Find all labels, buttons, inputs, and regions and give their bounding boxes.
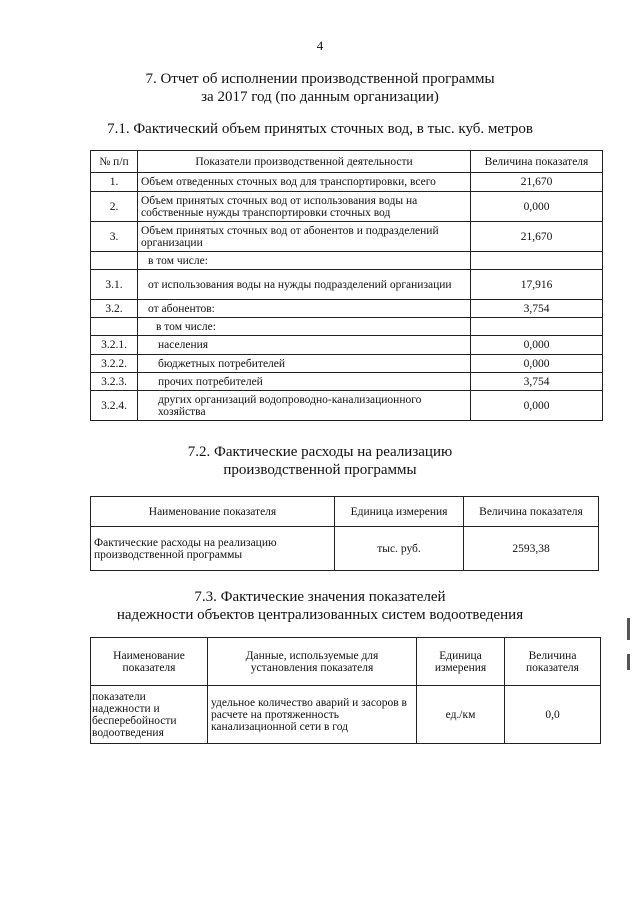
row-num — [91, 318, 138, 336]
section-7-2-title — [0, 443, 640, 479]
table-header-row — [91, 638, 601, 686]
row-num: 2. — [91, 192, 138, 222]
row-num: 3.1. — [91, 270, 138, 300]
row-label: от абонентов: — [138, 300, 471, 318]
row-value — [471, 318, 603, 336]
table-row — [91, 355, 603, 373]
scan-edge-mark — [627, 654, 630, 670]
section-7-title-line2: за 2017 год (по данным организации) — [201, 89, 439, 105]
table-7-1 — [90, 150, 603, 421]
row-num: 3.2.4. — [91, 391, 138, 421]
table-row — [91, 222, 603, 252]
section-7-2-title-line1: 7.2. Фактические расходы на реализацию — [187, 444, 453, 460]
table-row — [91, 173, 603, 192]
row-label: других организаций водопроводно-канализационного хозяйства — [138, 391, 471, 421]
table-row — [91, 373, 603, 391]
row-value: 21,670 — [471, 222, 603, 252]
row-num: 3.2.1. — [91, 336, 138, 355]
row-label: бюджетных потребителей — [138, 355, 471, 373]
header-indicator: Показатели производственной деятельности — [138, 151, 471, 173]
row-value: 0,0 — [505, 686, 601, 744]
section-7-title — [0, 70, 640, 106]
row-value: 21,670 — [471, 173, 603, 192]
header-unit: Единица измерения — [335, 497, 464, 527]
table-7-3 — [90, 637, 601, 744]
section-7-1-title-text: 7.1. Фактический объем принятых сточных вод, в тыс. куб. метров — [107, 121, 533, 137]
table-7-2 — [90, 496, 599, 571]
header-name: Наименование показателя — [91, 497, 335, 527]
row-label: Фактические расходы на реализацию производственной программы — [91, 527, 335, 571]
row-num: 3. — [91, 222, 138, 252]
row-name: показатели надежности и бесперебойности водоотведения — [91, 686, 208, 744]
table-row — [91, 686, 601, 744]
table-header-row — [91, 497, 599, 527]
row-unit: тыс. руб. — [335, 527, 464, 571]
page-number: 4 — [316, 38, 324, 53]
table-row — [91, 336, 603, 355]
section-7-1-title — [0, 120, 640, 138]
row-data: удельное количество аварий и засоров в расчете на протяженность канализационной сети в год — [208, 686, 417, 744]
row-num: 3.2.2. — [91, 355, 138, 373]
header-unit: Единица измерения — [417, 638, 505, 686]
row-value: 2593,38 — [464, 527, 599, 571]
header-name: Наименование показателя — [91, 638, 208, 686]
header-value: Величина показателя — [464, 497, 599, 527]
header-num: № п/п — [91, 151, 138, 173]
row-label: Объем отведенных сточных вод для транспортировки, всего — [138, 173, 471, 192]
header-value: Величина показателя — [471, 151, 603, 173]
row-value: 0,000 — [471, 391, 603, 421]
header-data: Данные, используемые для установления показателя — [208, 638, 417, 686]
row-value: 17,916 — [471, 270, 603, 300]
section-7-2-title-line2: производственной программы — [223, 462, 417, 478]
row-value: 0,000 — [471, 192, 603, 222]
header-value: Величина показателя — [505, 638, 601, 686]
table-row — [91, 391, 603, 421]
row-num: 3.2.3. — [91, 373, 138, 391]
table-header-row — [91, 151, 603, 173]
row-value: 0,000 — [471, 336, 603, 355]
row-num — [91, 252, 138, 270]
row-label: Объем принятых сточных вод от абонентов и подразделений организации — [138, 222, 471, 252]
table-row — [91, 270, 603, 300]
scan-edge-mark — [627, 618, 630, 640]
row-label: в том числе: — [138, 318, 471, 336]
row-label: населения — [138, 336, 471, 355]
row-value — [471, 252, 603, 270]
row-unit: ед./км — [417, 686, 505, 744]
section-7-3-title — [0, 588, 640, 624]
row-value: 0,000 — [471, 355, 603, 373]
table-row — [91, 527, 599, 571]
row-num: 1. — [91, 173, 138, 192]
table-row — [91, 192, 603, 222]
row-label: от использования воды на нужды подразделений организации — [138, 270, 471, 300]
row-label: прочих потребителей — [138, 373, 471, 391]
section-7-3-title-line1: 7.3. Фактические значения показателей — [194, 589, 446, 605]
section-7-title-line1: 7. Отчет об исполнении производственной программы — [145, 71, 495, 87]
row-num: 3.2. — [91, 300, 138, 318]
row-label: Объем принятых сточных вод от использования воды на собственные нужды транспортировки сточных вод — [138, 192, 471, 222]
row-value: 3,754 — [471, 373, 603, 391]
section-7-3-title-line2: надежности объектов централизованных систем водоотведения — [116, 607, 524, 623]
row-value: 3,754 — [471, 300, 603, 318]
table-row — [91, 252, 603, 270]
table-row — [91, 318, 603, 336]
table-row — [91, 300, 603, 318]
row-label: в том числе: — [138, 252, 471, 270]
